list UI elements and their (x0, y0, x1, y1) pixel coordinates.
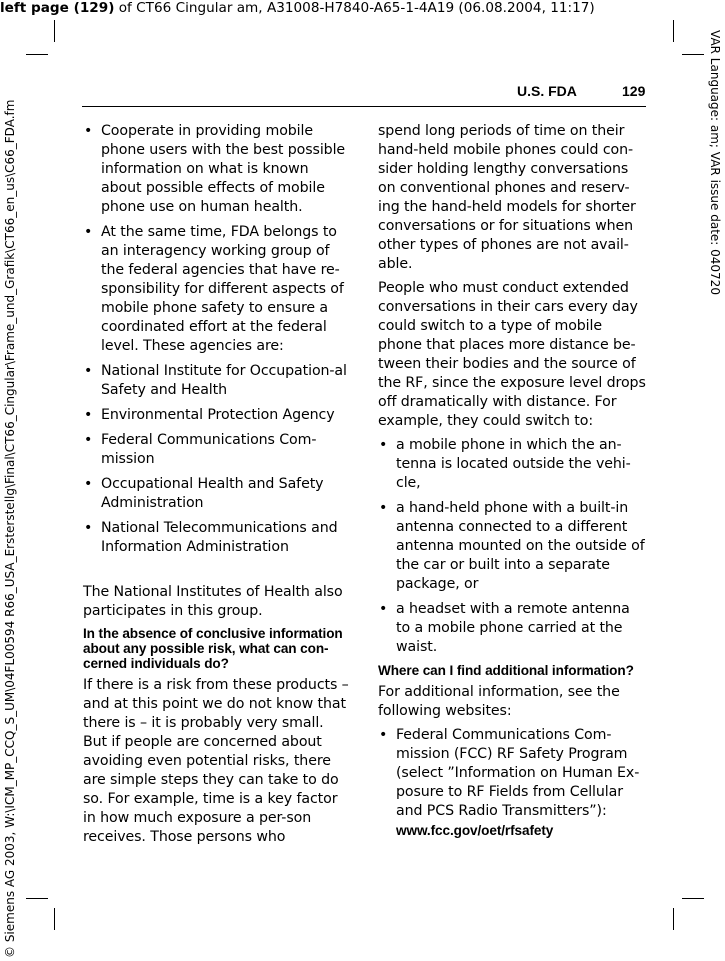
list-item: • Environmental Protection Agency (83, 406, 351, 425)
crop-mark (682, 54, 704, 55)
body-paragraph: If there is a risk from these products – and at this point we do not know that there is – it is probably very small. But if people are concerned about avoiding even potential risks, there are simple steps they can take to do so. For example, time is a key factor in how much exposure a per-son receives. Those persons who (83, 677, 349, 845)
list-item: • Occupational Health and Safety Administration (83, 475, 351, 513)
list-item: • a mobile phone in which the an-tenna is located outside the vehi-cle, (378, 436, 646, 493)
crop-mark (26, 898, 48, 899)
body-paragraph: People who must conduct extended conversations in their cars every day could switch to a type of mobile phone that places more distance be-tween their bodies and the source of the RF, since the exposure level drops off dramatically with distance. For example, they could switch to: (378, 280, 646, 429)
list-item: • Cooperate in providing mobile phone users with the best possible information on what is known about possible effects of mobile phone use on human health. (83, 122, 351, 217)
crop-mark (54, 20, 55, 42)
list-item: • a hand-held phone with a built-in antenna connected to a different antenna mounted on the outside of the car or built into a separate package, or (378, 499, 646, 594)
crop-mark (54, 908, 55, 930)
fda-actions-list (83, 122, 351, 557)
list-item: • National Institute for Occupation-al Safety and Health (83, 362, 351, 400)
banner-file-info: of CT66 Cingular am, A31008-H7840-A65-1-4A19 (06.08.2004, 11:17) (114, 0, 595, 16)
list-item (378, 726, 646, 841)
right-column (378, 122, 646, 847)
list-item: • Federal Communications Com-mission (83, 431, 351, 469)
banner-page-ref: left page (129) (0, 0, 115, 16)
crop-mark (673, 908, 674, 930)
left-column (83, 122, 351, 852)
section-heading: In the absence of conclusive information about any possible risk, what can con-cerned individuals do? (83, 626, 343, 671)
websites-list (378, 726, 646, 841)
fcc-description: Federal Communications Com-mission (FCC) RF Safety Program (select ”Information on Human Ex-posure to RF Fields from Cellular and PCS Radio Transmitters”): (396, 727, 640, 819)
section-title: U.S. FDA (517, 83, 577, 99)
side-copyright-path: © Siemens AG 2003, W:\ICM_MP_CCQ_S_UM\04FL00594 R66_USA_Ersterstellg\Final\CT66_Cingular\Frame_und_Grafik\CT66_en_us\C66_FDA.fm (3, 99, 17, 958)
print-job-banner (0, 0, 725, 16)
list-item: • a headset with a remote antenna to a mobile phone carried at the waist. (378, 600, 646, 657)
list-item: • At the same time, FDA belongs to an interagency working group of the federal agencies that have re-sponsibility for different aspects of mobile phone safety to ensure a coordinated effort at the federal level. These agencies are: (83, 223, 351, 356)
body-paragraph: For additional information, see the following websites: (378, 684, 620, 719)
header-rule (82, 106, 646, 107)
body-paragraph: spend long periods of time on their hand-held mobile phones could con-sider holding lengthy conversations on conventional phones and reserv-ing the hand-held models for shorter conversations or for situations when other types of phones are not avail-able. (378, 123, 636, 272)
fcc-url-link[interactable]: www.fcc.gov/oet/rfsafety (396, 823, 554, 838)
page-number: 129 (622, 83, 646, 99)
side-language-note: VAR Language: am; VAR issue date: 040720 (708, 30, 722, 295)
list-item: • National Telecommunications and Information Administration (83, 519, 351, 557)
alternatives-list (378, 436, 646, 657)
section-heading: Where can I find additional information? (378, 663, 634, 678)
crop-mark (673, 20, 674, 42)
crop-mark (682, 898, 704, 899)
crop-mark (26, 54, 48, 55)
body-paragraph: The National Institutes of Health also participates in this group. (83, 584, 343, 619)
